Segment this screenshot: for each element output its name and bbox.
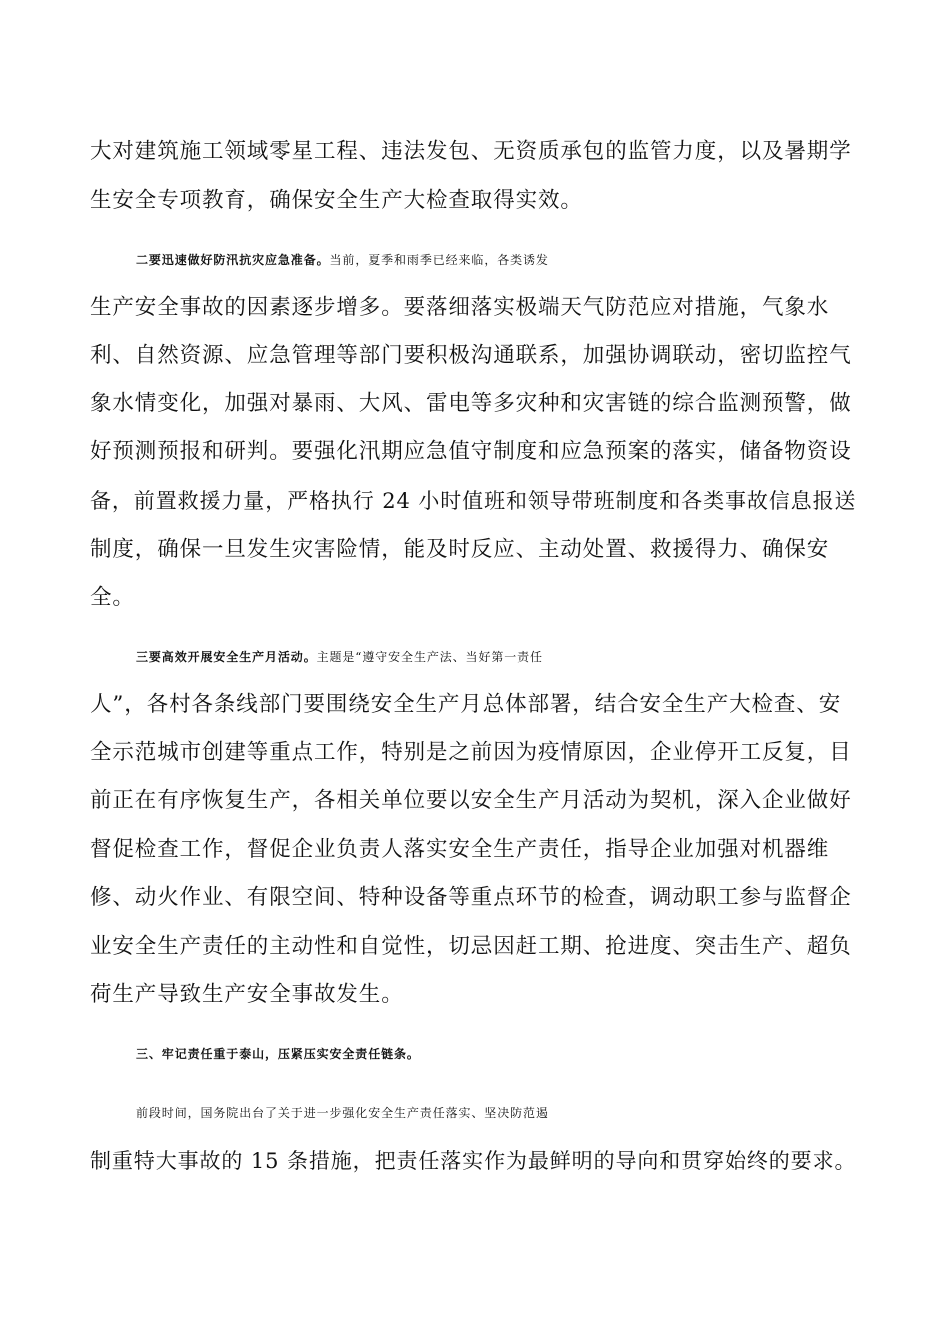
paragraph-3-line-1 — [136, 642, 906, 672]
paragraph-2-line-2: 生产安全事故的因素逐步增多。要落细落实极端天气防范应对措施，气象水 — [90, 295, 830, 320]
paragraph-3-line-7: 业安全生产责任的主动性和自觉性，切忌因赶工期、抢进度、突击生产、超负 — [90, 934, 852, 959]
paragraph-2-line-6: 备，前置救援力量，严格执行 24 小时值班和领导带班制度和各类事故信息报送 — [90, 489, 857, 513]
paragraph-3-lead: 三要高效开展安全生产月活动。 — [136, 650, 317, 664]
paragraph-1-line-1: 大对建筑施工领域零星工程、违法发包、无资质承包的监管力度，以及暑期学 — [90, 139, 852, 164]
paragraph-4-line-2: 制重特大事故的 15 条措施，把责任落实作为最鲜明的导向和贯穿始终的要求。 — [90, 1149, 857, 1173]
paragraph-3-line-8: 荷生产导致生产安全事故发生。 — [90, 982, 404, 1007]
paragraph-1-line-2: 生安全专项教育，确保安全生产大检查取得实效。 — [90, 188, 583, 213]
paragraph-2-line-8: 全。 — [90, 585, 135, 610]
paragraph-2-line-1-text: 当前，夏季和雨季已经来临，各类诱发 — [329, 253, 549, 267]
paragraph-2-line-4: 象水情变化，加强对暴雨、大风、雷电等多灾种和灾害链的综合监测预警，做 — [90, 391, 852, 416]
paragraph-3-line-3: 全示范城市创建等重点工作，特别是之前因为疫情原因，企业停开工反复，目 — [90, 740, 852, 765]
paragraph-3-line-2: 人”，各村各条线部门要围绕安全生产月总体部署，结合安全生产大检查、安 — [90, 692, 842, 717]
paragraph-2-lead: 二要迅速做好防汛抗灾应急准备。 — [136, 253, 330, 267]
paragraph-3-line-6: 修、动火作业、有限空间、特种设备等重点环节的检查，调动职工参与监督企 — [90, 885, 852, 910]
paragraph-3-line-5: 督促检查工作，督促企业负责人落实安全生产责任，指导企业加强对机器维 — [90, 837, 830, 862]
section-heading-3: 三、牢记责任重于泰山，压紧压实安全责任链条。 — [136, 1047, 420, 1061]
paragraph-2-line-7: 制度，确保一旦发生灾害险情，能及时反应、主动处置、救援得力、确保安 — [90, 537, 830, 562]
paragraph-4-line-1: 前段时间，国务院出台了关于进一步强化安全生产责任落实、坚决防范遏 — [136, 1106, 549, 1120]
paragraph-2-line-3: 利、自然资源、应急管理等部门要积极沟通联系，加强协调联动，密切监控气 — [90, 343, 852, 368]
paragraph-2-line-1 — [136, 245, 906, 275]
paragraph-3-line-4: 前正在有序恢复生产，各相关单位要以安全生产月活动为契机，深入企业做好 — [90, 788, 852, 813]
paragraph-2-line-5: 好预测预报和研判。要强化汛期应急值守制度和应急预案的落实，储备物资设 — [90, 439, 852, 464]
paragraph-3-line-1-text: 主题是“遵守安全生产法、当好第一责任 — [316, 650, 543, 664]
